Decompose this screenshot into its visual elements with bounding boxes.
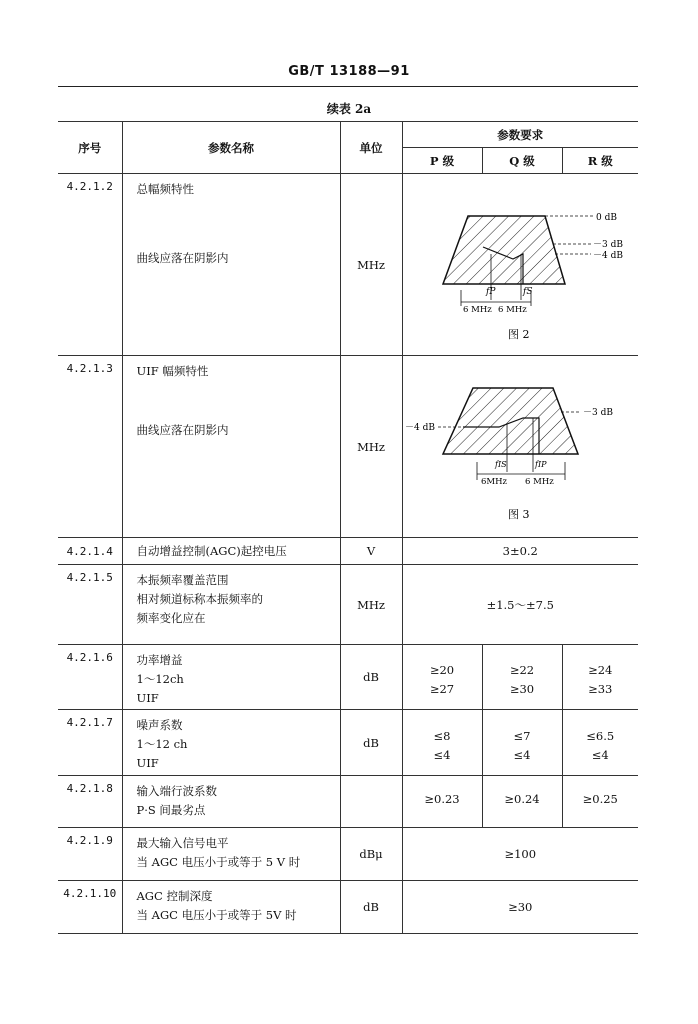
value-line: ≤7 xyxy=(513,728,531,743)
figure-cell xyxy=(402,356,638,538)
value-line: ≥20 xyxy=(429,663,455,677)
table-row xyxy=(58,776,638,828)
table-row xyxy=(58,565,638,645)
name-line: 当 AGC 电压小于或等于 5 V 时 xyxy=(136,855,301,869)
value-cell: 3±0.2 xyxy=(402,538,638,565)
value-line: ≥24 xyxy=(588,663,613,677)
name-line: P·S 间最劣点 xyxy=(136,803,206,817)
table-caption: 续表 2a xyxy=(326,102,372,116)
value-line: ≤6.5 xyxy=(586,728,615,743)
value-cell-q xyxy=(482,710,562,776)
row-number: 4.2.1.7 xyxy=(58,710,122,776)
label-fs: fS xyxy=(522,287,532,297)
col-header-r: R 级 xyxy=(562,148,638,174)
name-line: UIF 幅频特性 xyxy=(136,364,209,378)
table-row xyxy=(58,356,638,538)
value-cell: ±1.5～±7.5 xyxy=(402,565,638,645)
name-line: 本振频率覆盖范围 xyxy=(136,573,229,587)
row-number: 4.2.1.10 xyxy=(58,881,122,934)
header-rule xyxy=(58,86,638,87)
label-width-2: 6 MHz xyxy=(497,305,527,315)
value-line: ≥30 xyxy=(509,682,535,696)
name-line: 1～12ch xyxy=(136,672,184,686)
value-line: ≥27 xyxy=(429,682,455,696)
value-cell: ≥100 xyxy=(402,828,638,881)
parameter-name xyxy=(122,881,340,934)
name-line: 最大输入信号电平 xyxy=(136,836,229,850)
value-line: ≤4 xyxy=(591,747,609,762)
col-header-requirements: 参数要求 xyxy=(402,122,638,148)
value-line: ≥33 xyxy=(588,682,613,696)
parameter-name xyxy=(122,828,340,881)
row-number: 4.2.1.8 xyxy=(58,776,122,828)
standard-number: GB/T 13188—91 xyxy=(288,64,410,79)
col-header-name: 参数名称 xyxy=(122,122,340,174)
unit-cell: MHz xyxy=(340,174,402,356)
name-line: 噪声系数 xyxy=(136,718,183,732)
value-cell-p xyxy=(402,710,482,776)
table-row xyxy=(58,710,638,776)
name-line: 相对频道标称本振频率的 xyxy=(136,592,263,606)
value-line: ≤8 xyxy=(433,728,451,743)
tolerance-mask-shape xyxy=(443,216,565,284)
label-minus3db: －3 dB xyxy=(582,408,613,418)
parameter-name xyxy=(122,710,340,776)
unit-cell: dB xyxy=(340,710,402,776)
value-cell-r xyxy=(562,710,638,776)
label-fp: fP xyxy=(485,287,495,297)
value-cell-q: ≥0.24 xyxy=(482,776,562,828)
header-row xyxy=(58,122,638,148)
value-cell-r: ≥0.25 xyxy=(562,776,638,828)
label-minus4db: －4 dB xyxy=(404,423,435,433)
value-cell-p xyxy=(402,645,482,710)
table-row xyxy=(58,828,638,881)
col-header-p: P 级 xyxy=(402,148,482,174)
table-row xyxy=(58,174,638,356)
unit-cell: V xyxy=(340,538,402,565)
name-line: 1～12 ch xyxy=(136,737,188,751)
figure-cell xyxy=(402,174,638,356)
name-line: 当 AGC 电压小于或等于 5V 时 xyxy=(136,908,297,922)
parameter-name: 自动增益控制(AGC)起控电压 xyxy=(122,538,340,565)
name-line: 频率变化应在 xyxy=(136,611,206,625)
value-cell-r xyxy=(562,645,638,710)
label-fis: fIS xyxy=(494,460,507,469)
name-line: 总幅频特性 xyxy=(136,182,194,196)
label-fip: fIP xyxy=(534,460,547,469)
label-minus4db: －4 dB xyxy=(592,251,623,261)
row-number: 4.2.1.3 xyxy=(58,356,122,538)
label-width-2: 6 MHz xyxy=(524,477,554,487)
col-header-unit: 单位 xyxy=(340,122,402,174)
uif-response-diagram xyxy=(403,374,639,534)
value-cell-q xyxy=(482,645,562,710)
parameter-name xyxy=(122,565,340,645)
figure-caption: 图 2 xyxy=(507,328,529,341)
row-number: 4.2.1.6 xyxy=(58,645,122,710)
table-row xyxy=(58,538,638,565)
label-0db: 0 dB xyxy=(595,213,617,223)
unit-cell: dB xyxy=(340,881,402,934)
figure-caption: 图 3 xyxy=(507,508,529,521)
row-number: 4.2.1.9 xyxy=(58,828,122,881)
tolerance-mask-shape xyxy=(443,388,578,454)
value-cell: ≥30 xyxy=(402,881,638,934)
name-line: 曲线应落在阴影内 xyxy=(136,423,229,437)
overall-response-diagram xyxy=(403,194,639,344)
row-number: 4.2.1.2 xyxy=(58,174,122,356)
label-minus3db: －3 dB xyxy=(592,240,623,250)
col-header-q: Q 级 xyxy=(482,148,562,174)
unit-cell xyxy=(340,776,402,828)
parameter-name xyxy=(122,776,340,828)
value-line: ≤4 xyxy=(513,747,531,762)
parameter-table xyxy=(58,121,638,934)
parameter-name xyxy=(122,356,340,538)
parameter-name xyxy=(122,174,340,356)
row-number: 4.2.1.5 xyxy=(58,565,122,645)
name-line: AGC 控制深度 xyxy=(136,889,213,903)
value-line: ≤4 xyxy=(433,747,451,762)
label-width-1: 6 MHz xyxy=(462,305,492,315)
unit-cell: dB xyxy=(340,645,402,710)
table-row xyxy=(58,881,638,934)
unit-cell: MHz xyxy=(340,565,402,645)
name-line: 输入端行波系数 xyxy=(136,784,217,798)
value-line: ≥22 xyxy=(509,663,535,677)
name-line: UIF xyxy=(136,756,159,770)
row-number: 4.2.1.4 xyxy=(58,538,122,565)
name-line: 曲线应落在阴影内 xyxy=(136,251,229,265)
table-row xyxy=(58,645,638,710)
unit-cell: dBμ xyxy=(340,828,402,881)
unit-cell: MHz xyxy=(340,356,402,538)
name-line: 功率增益 xyxy=(136,653,183,667)
value-cell-p: ≥0.23 xyxy=(402,776,482,828)
col-header-no: 序号 xyxy=(58,122,122,174)
name-line: UIF xyxy=(136,691,159,705)
label-width-1: 6MHz xyxy=(480,477,507,487)
parameter-name xyxy=(122,645,340,710)
